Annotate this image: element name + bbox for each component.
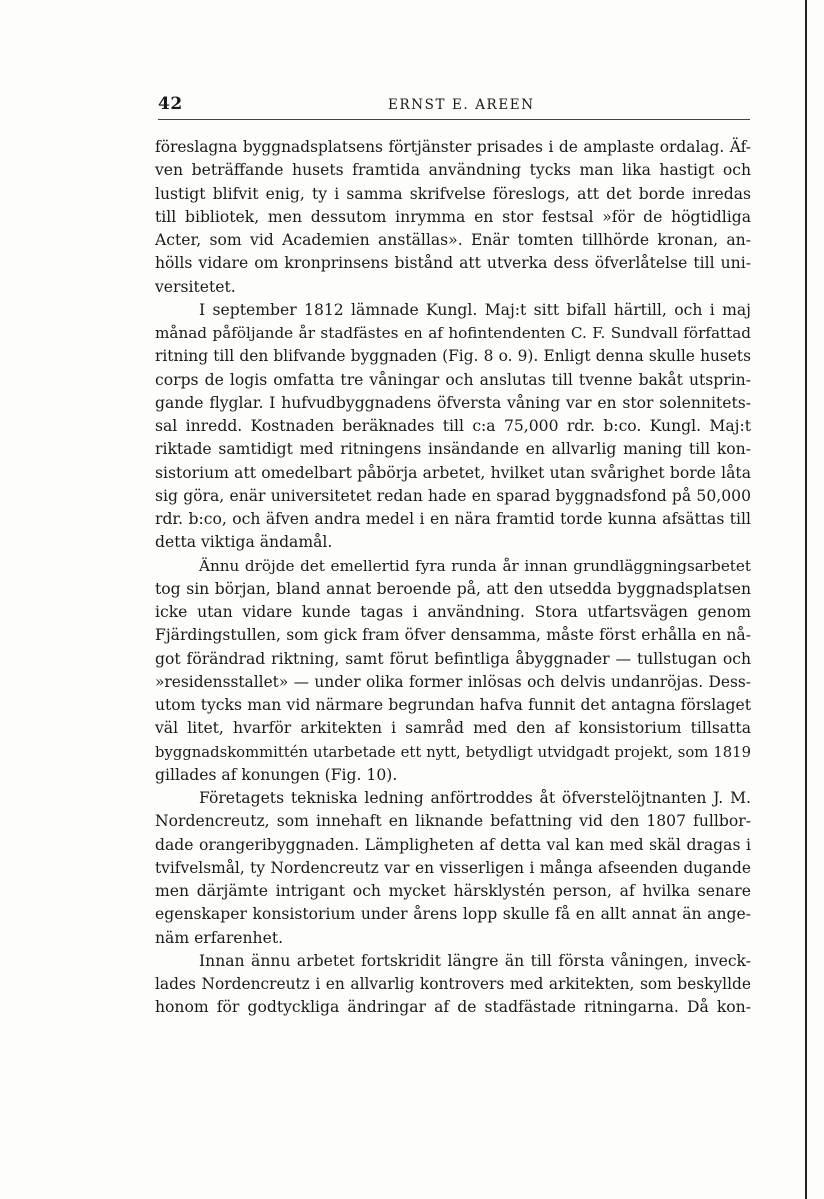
text-line: rdr. b:co, och äfven andra medel i en nära framtid torde kunna afsättas till	[155, 510, 751, 528]
text-line: ritning till den blifvande byggnaden (Fig. 8 o. 9). Enligt denna skulle husets	[155, 347, 751, 366]
text-line: I september 1812 lämnade Kungl. Maj:t sitt bifall härtill, och i maj	[199, 300, 751, 319]
text-line: Nordencreutz, som innehaft en liknande befattning vid den 1807 fullbor-	[155, 812, 751, 831]
text-line: lades Nordencreutz i en allvarlig kontrovers med arkitekten, som beskyllde	[155, 975, 751, 993]
text-line: Fjärdingstullen, som gick fram öfver densamma, måste först erhålla en nå-	[155, 626, 751, 645]
text-line: byggnadskommittén utarbetade ett nytt, betydligt utvidgadt projekt, som 1819	[155, 743, 751, 761]
text-line: sig göra, enär universitetet redan hade en sparad byggnadsfond på 50,000	[155, 486, 751, 505]
text-line: tog sin början, bland annat beroende på, att den utsedda byggnadsplatsen	[155, 579, 751, 598]
text-line: ven beträffande husets framtida användning tycks man lika hastigt och	[155, 161, 751, 180]
text-line: hölls vidare om kronprinsens bistånd att utverka dess öfverlåtelse till uni-	[155, 254, 751, 273]
text-line: Acter, som vid Academien anställas». Enär tomten tillhörde kronan, an-	[155, 231, 751, 249]
text-line: väl litet, hvarför arkitekten i samråd med den af konsistorium tillsatta	[155, 719, 751, 738]
text-line: dade orangeribyggnaden. Lämpligheten af detta val kan med skäl dragas i	[155, 835, 751, 854]
text-line: tvifvelsmål, ty Nordencreutz var en visserligen i många afseenden dugande	[155, 858, 751, 877]
text-line: men därjämte intrigant och mycket härsklystén person, af hvilka senare	[155, 882, 751, 900]
page-number: 42	[158, 94, 183, 114]
text-line: föreslagna byggnadsplatsens förtjänster prisades i de amplaste ordalag. Äf-	[155, 138, 751, 156]
text-line: honom för godtyckliga ändringar af de stadfästade ritningarna. Då kon-	[155, 998, 751, 1017]
text-line: Företagets tekniska ledning anförtroddes åt öfverstelöjtnanten J. M.	[199, 789, 751, 807]
text-line: icke utan vidare kunde tagas i användning. Stora utfartsvägen genom	[155, 603, 751, 621]
text-line: »residensstallet» — under olika former inlösas och delvis undanröjas. Dess-	[155, 672, 751, 691]
text-line: gande flyglar. I hufvudbyggnadens öfversta våning var en stor solennitets-	[155, 393, 751, 412]
text-line: riktade samtidigt med ritningens insändande en allvarlig maning till kon-	[155, 440, 751, 459]
text-line: till bibliotek, men dessutom inrymma en stor festsal »för de högtidliga	[155, 207, 751, 226]
text-line: sistorium att omedelbart påbörja arbetet, hvilket utan svårighet borde låta	[155, 463, 751, 482]
text-line: Ännu dröjde det emellertid fyra runda år innan grundläggningsarbetet	[199, 556, 751, 575]
text-line: Innan ännu arbetet fortskridit längre än till första våningen, inveck-	[199, 951, 751, 970]
text-line: lustigt blifvit enig, ty i samma skrifvelse föreslogs, att det borde inredas	[155, 184, 751, 203]
text-line: näm erfarenhet.	[155, 928, 284, 947]
header-rule	[158, 119, 750, 120]
scan-edge	[805, 0, 807, 1199]
text-line: detta viktiga ändamål.	[155, 533, 333, 552]
page-header	[158, 94, 750, 120]
text-line: utom tycks man vid närmare begrundan hafva funnit det antagna förslaget	[155, 696, 751, 714]
body-text	[155, 136, 751, 1020]
text-line: corps de logis omfatta tre våningar och anslutas till tvenne bakåt utsprin-	[155, 370, 751, 389]
text-line: gillades af konungen (Fig. 10).	[155, 765, 398, 784]
text-line: egenskaper konsistorium under årens lopp skulle få en allt annat än ange-	[155, 905, 751, 924]
text-line: sal inredd. Kostnaden beräknades till c:a 75,000 rdr. b:co. Kungl. Maj:t	[155, 417, 751, 435]
text-line: versitetet.	[155, 277, 236, 296]
text-line: månad påföljande år stadfästes en af hofintendenten C. F. Sundvall författad	[155, 324, 751, 342]
running-head: ERNST E. AREEN	[388, 97, 535, 113]
text-line: got förändrad riktning, samt förut befintliga åbyggnader — tullstugan och	[155, 649, 751, 668]
